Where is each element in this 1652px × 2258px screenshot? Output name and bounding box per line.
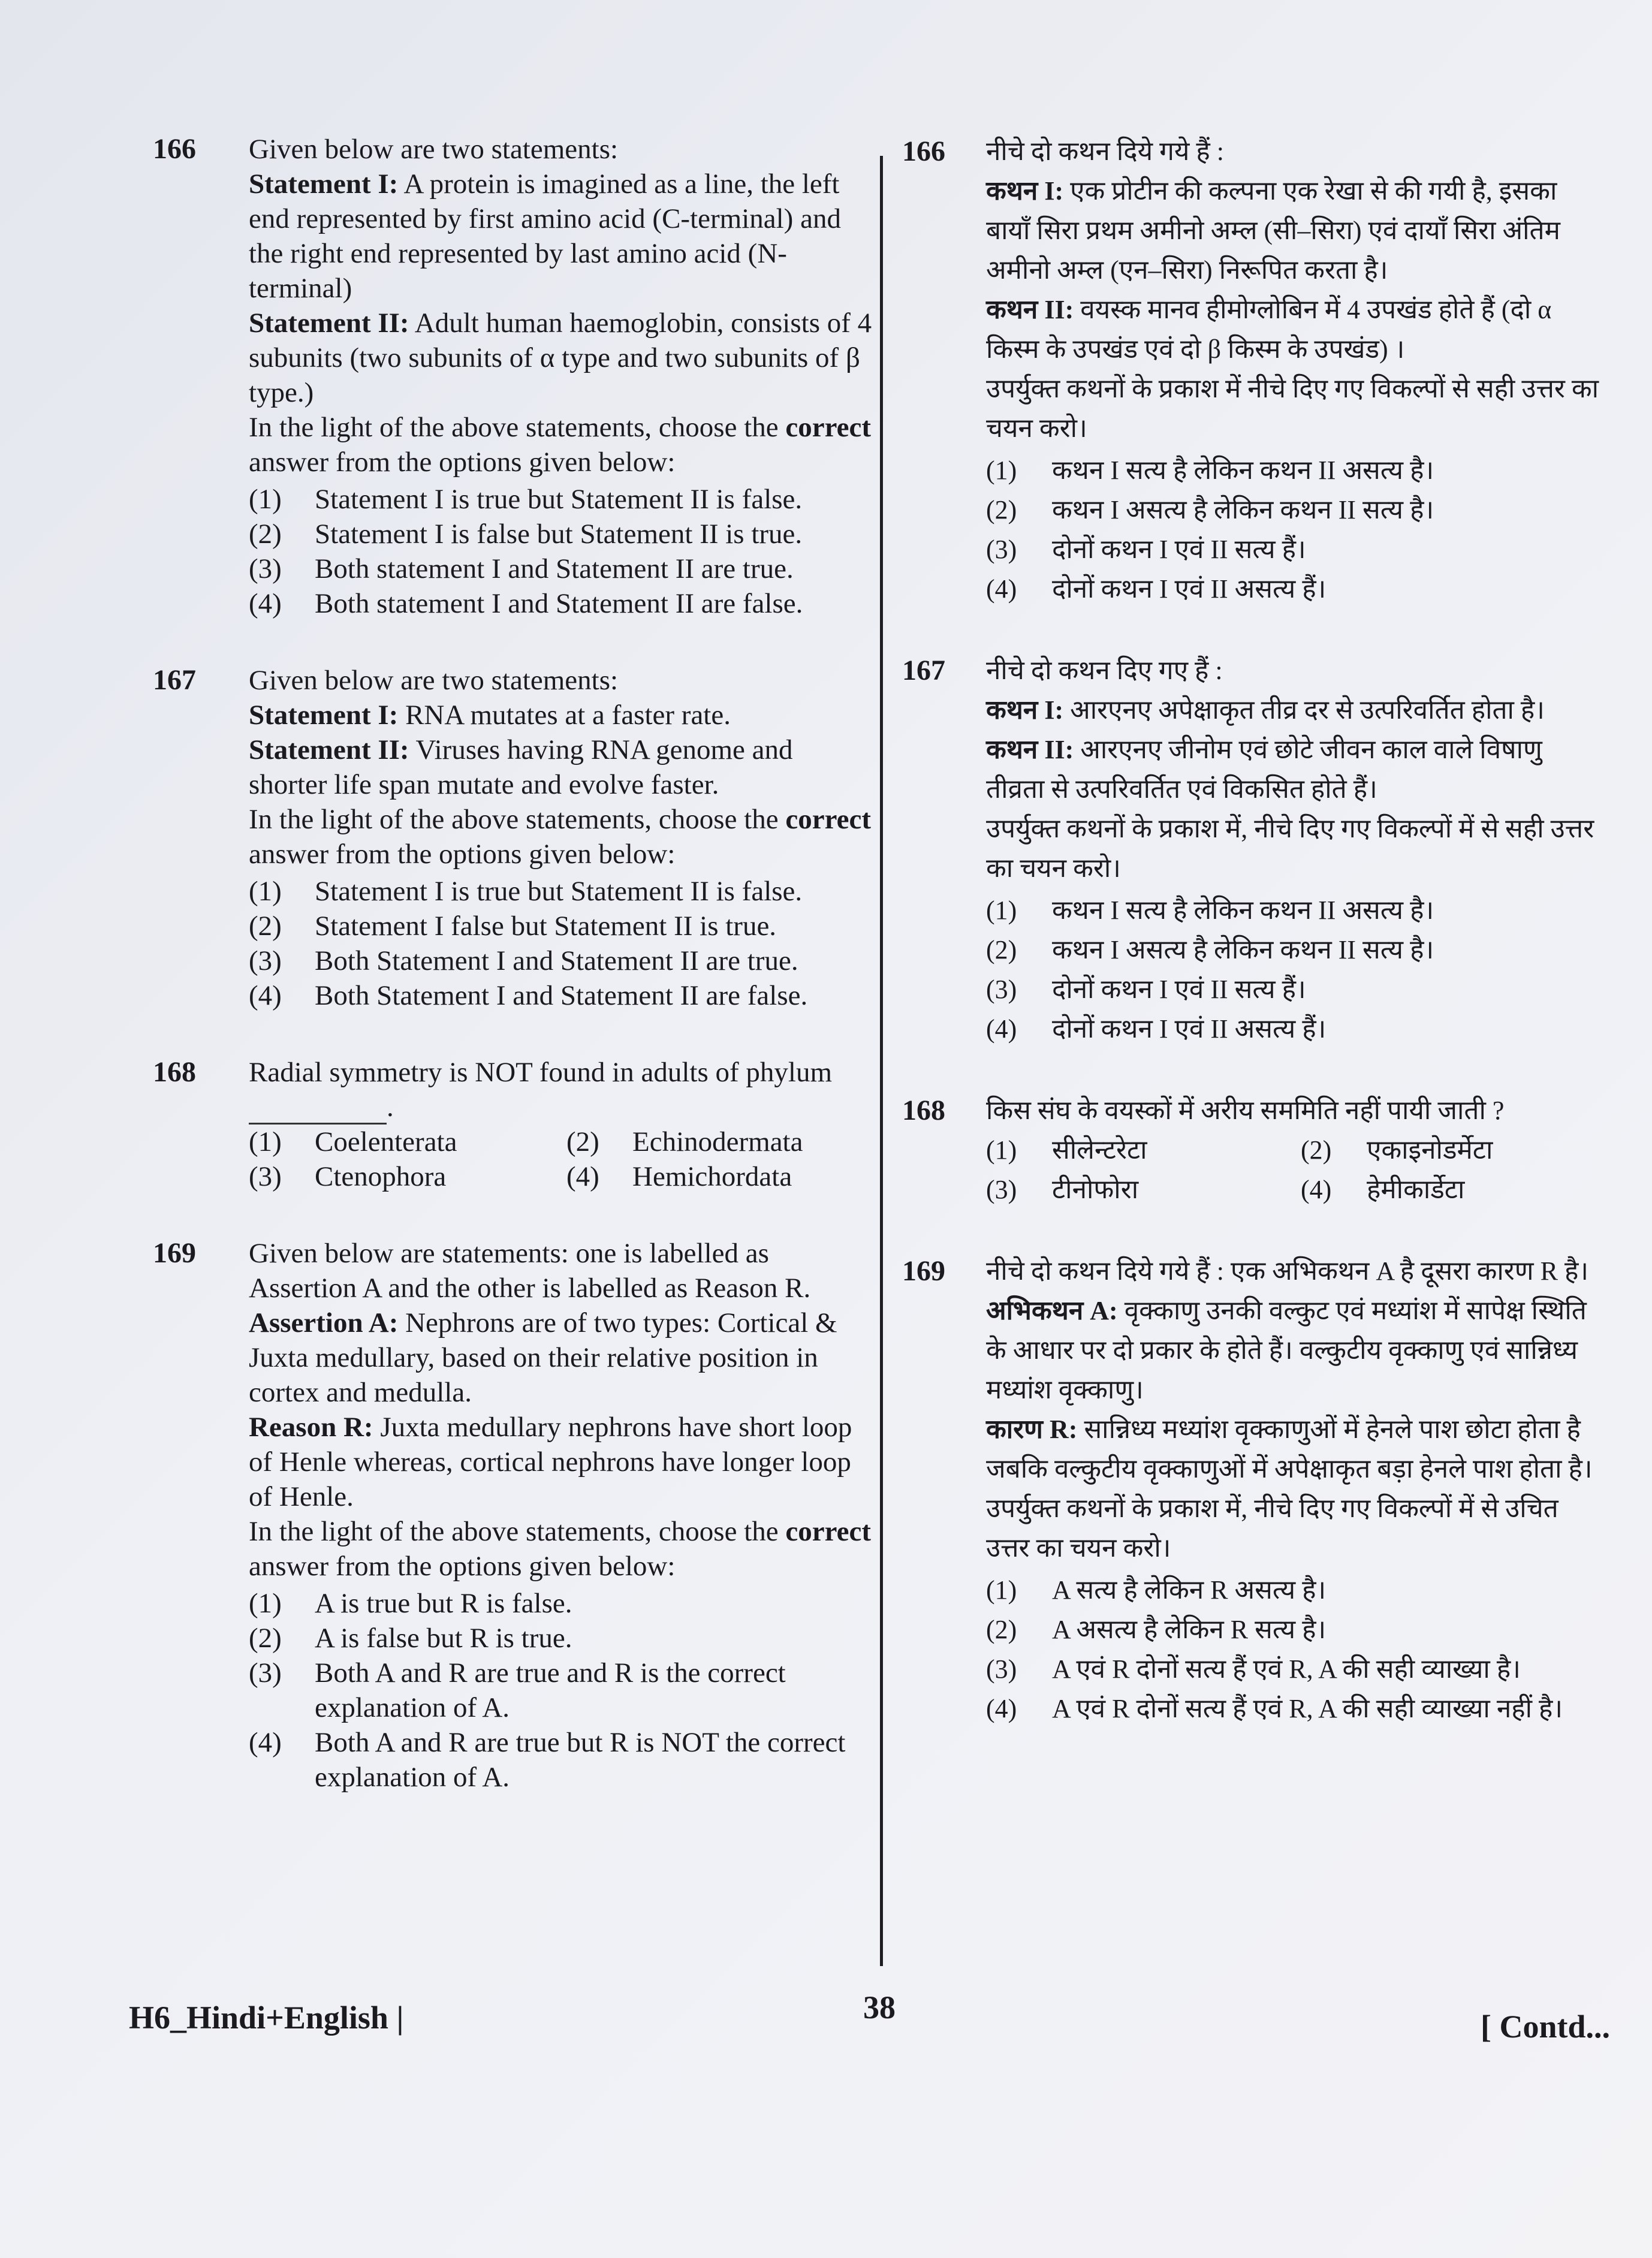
option-text: कथन I असत्य है लेकिन कथन II सत्य है। [1052,935,1434,964]
option-text: A एवं R दोनों सत्य हैं एवं R, A की सही व्याख्या नहीं है। [1052,1694,1563,1723]
option-text: Coelenterata [315,1126,457,1157]
option-text: Both A and R are true but R is NOT the correct explanation of A. [315,1727,846,1793]
options-list [986,891,1603,1049]
instruction [249,410,872,480]
option-number: (1) [249,876,282,907]
option-4[interactable] [249,586,872,621]
option-number: (4) [1301,1175,1332,1204]
instruction-bold: correct [785,412,871,443]
statement-2-label: Statement II: [249,308,409,339]
options-grid [249,1125,872,1194]
question-text: किस संघ के वयस्कों में अरीय सममिति नहीं पायी जाती ? [986,1096,1505,1125]
statement-1-label: कथन I: [986,176,1064,206]
option-3[interactable] [986,530,1603,569]
instruction-part: In the light of the above statements, choose the [249,804,779,835]
option-text: A is false but R is true. [315,1623,572,1654]
option-number: (1) [986,1575,1017,1605]
option-2[interactable] [249,1621,872,1656]
paper-code: H6_Hindi+English | [129,2000,404,2036]
statement-1-label: Statement I: [249,700,399,731]
statement-1 [986,171,1603,290]
reason [986,1410,1603,1489]
question-167-hi [902,651,1603,1049]
option-text: दोनों कथन I एवं II सत्य हैं। [1052,535,1306,564]
options-list [986,451,1603,609]
option-number: (4) [986,574,1017,604]
option-4[interactable] [249,978,872,1013]
question-intro: नीचे दो कथन दिए गए हैं : [986,656,1223,685]
option-number: (1) [249,1126,282,1157]
reason-text: Juxta medullary nephrons have short loop of Henle whereas, cortical nephrons have longer loop of Henle. [249,1412,852,1512]
option-text: एकाइनोडर्मेटा [1367,1135,1493,1165]
option-text: A असत्य है लेकिन R सत्य है। [1052,1615,1327,1644]
option-2[interactable] [1301,1130,1603,1170]
option-3[interactable] [249,1656,872,1725]
option-text: Both A and R are true and R is the correct explanation of A. [315,1657,786,1723]
option-3[interactable] [249,1159,554,1194]
question-text: Radial symmetry is NOT found in adults of phylum . [249,1055,872,1125]
statement-2 [249,306,872,410]
option-3[interactable] [986,1170,1289,1210]
statement-1-text: आरएनए अपेक्षाकृत तीव्र दर से उत्परिवर्तित होता है। [1070,695,1545,725]
question-number: 167 [902,655,945,686]
statement-1 [249,698,872,732]
statement-1 [249,167,872,306]
option-number: (4) [986,1694,1017,1723]
statement-2 [986,290,1603,369]
option-number: (4) [566,1161,599,1192]
statement-2-label: कथन II: [986,295,1074,324]
question-intro: Given below are two statements: [249,134,619,165]
option-4[interactable] [986,1689,1603,1729]
option-1[interactable] [249,1586,872,1621]
option-text: दोनों कथन I एवं II असत्य हैं। [1052,574,1327,604]
option-number: (1) [986,896,1017,925]
option-number: (3) [249,1161,282,1192]
option-2[interactable] [249,909,872,943]
question-number: 167 [153,664,196,696]
column-divider [880,156,883,1966]
option-number: (2) [249,518,282,550]
option-text: Statement I false but Statement II is true. [315,911,777,942]
option-text: हेमीकार्डेटा [1367,1175,1465,1204]
statement-1-text: एक प्रोटीन की कल्पना एक रेखा से की गयी है, इसका बायाँ सिरा प्रथम अमीनो अम्ल (सी–सिरा) एवं दायाँ सिरा अंतिम अमीनो अम्ल (एन–सिरा) निरूपित करता है। [986,176,1560,285]
instruction: उपर्युक्त कथनों के प्रकाश में, नीचे दिए गए विकल्पों में से सही उत्तर का चयन करो। [986,814,1594,883]
option-1[interactable] [986,451,1603,490]
option-1[interactable] [249,482,872,517]
question-intro: नीचे दो कथन दिये गये हैं : एक अभिकथन A है दूसरा कारण R है। [986,1256,1588,1286]
option-text: Both statement I and Statement II are true. [315,553,794,584]
option-text: Echinodermata [632,1126,803,1157]
question-intro: नीचे दो कथन दिये गये हैं : [986,137,1225,166]
option-4[interactable] [986,1009,1603,1049]
option-number: (3) [986,535,1017,564]
reason [249,1410,872,1514]
option-text: A सत्य है लेकिन R असत्य है। [1052,1575,1327,1605]
option-text: Both Statement I and Statement II are false. [315,980,808,1011]
statement-2-text: Viruses having RNA genome and shorter life span mutate and evolve faster. [249,734,793,800]
option-number: (4) [986,1014,1017,1044]
instruction: उपर्युक्त कथनों के प्रकाश में नीचे दिए गए विकल्पों से सही उत्तर का चयन करो। [986,374,1599,443]
option-number: (3) [249,553,282,584]
reason-label: Reason R: [249,1412,373,1443]
option-text: Statement I is true but Statement II is false. [315,484,803,515]
reason-text: सान्निध्य मध्यांश वृक्काणुओं में हेनले पाश छोटा होता है जबकि वल्कुटीय वृक्काणुओं में अपेक्षाकृत बड़ा हेनले पाश होता है। [986,1415,1593,1484]
assertion [986,1291,1603,1410]
page-number: 38 [863,1989,896,2025]
option-text: A एवं R दोनों सत्य हैं एवं R, A की सही व्याख्या है। [1052,1654,1521,1684]
statement-1 [986,691,1603,730]
option-number: (3) [249,945,282,976]
option-number: (2) [249,1623,282,1654]
option-1[interactable] [986,891,1603,930]
instruction-part: answer from the options given below: [249,839,676,870]
option-text: Hemichordata [632,1161,792,1192]
option-2[interactable] [249,517,872,551]
option-1[interactable] [249,1125,554,1159]
statement-2 [249,732,872,802]
option-2[interactable] [986,1610,1603,1650]
option-2[interactable] [986,490,1603,530]
question-169-hi [902,1252,1603,1729]
option-number: (2) [566,1126,599,1157]
question-167-en [153,663,872,1013]
instruction-bold: correct [785,804,871,835]
question-text-content: Radial symmetry is NOT found in adults of phylum [249,1057,833,1088]
option-text: सीलेन्टरेटा [1052,1135,1147,1165]
option-text: टीनोफोरा [1052,1175,1139,1204]
question-intro: Given below are statements: one is labelled as Assertion A and the other is labelled as Reason R. [249,1238,811,1304]
reason-label: कारण R: [986,1415,1078,1444]
option-text: दोनों कथन I एवं II सत्य हैं। [1052,975,1306,1004]
statement-2-text: वयस्क मानव हीमोग्लोबिन में 4 उपखंड होते हैं (दो α किस्म के उपखंड एवं दो β किस्म के उपखंड) । [986,295,1552,364]
option-text: Statement I is false but Statement II is true. [315,518,803,550]
option-number: (1) [249,1588,282,1619]
option-number: (2) [986,495,1017,524]
statement-2-label: Statement II: [249,734,409,765]
option-text: Both statement I and Statement II are false. [315,588,803,619]
question-number: 166 [153,133,196,165]
question-168-en [153,1055,872,1194]
option-number: (3) [986,975,1017,1004]
option-number: (1) [986,1135,1017,1165]
option-number: (3) [249,1657,282,1689]
option-3[interactable] [986,1650,1603,1689]
options-list [986,1570,1603,1729]
option-4[interactable] [249,1725,872,1795]
option-3[interactable] [249,943,872,978]
option-text: कथन I असत्य है लेकिन कथन II सत्य है। [1052,495,1434,524]
assertion-label: अभिकथन A: [986,1296,1118,1325]
question-number: 169 [902,1255,945,1287]
question-169-en [153,1236,872,1795]
assertion-text: Nephrons are of two types: Cortical & Juxta medullary, based on their relative position in cortex and medulla. [249,1307,837,1408]
option-1[interactable] [249,874,872,909]
question-number: 168 [902,1095,945,1126]
hindi-column [902,132,1603,1771]
option-4[interactable] [566,1159,872,1194]
option-text: कथन I सत्य है लेकिन कथन II असत्य है। [1052,896,1434,925]
options-grid [986,1130,1603,1210]
option-text: Ctenophora [315,1161,447,1192]
option-text: कथन I सत्य है लेकिन कथन II असत्य है। [1052,456,1434,485]
statement-2-text: आरएनए जीनोम एवं छोटे जीवन काल वाले विषाणु तीव्रता से उत्परिवर्तित एवं विकसित होते हैं। [986,735,1542,804]
option-number: (4) [249,1727,282,1758]
statement-1-label: कथन I: [986,695,1064,725]
english-column [153,132,872,1837]
option-number: (3) [986,1175,1017,1204]
question-168-hi [902,1091,1603,1210]
option-number: (2) [249,911,282,942]
option-text: दोनों कथन I एवं II असत्य हैं। [1052,1014,1327,1044]
question-intro: Given below are two statements: [249,665,619,696]
options-list [249,874,872,1013]
option-4[interactable] [986,569,1603,609]
option-text: A is true but R is false. [315,1588,572,1619]
instruction-part: In the light of the above statements, choose the [249,412,779,443]
question-number: 169 [153,1237,196,1269]
option-1[interactable] [986,1570,1603,1610]
assertion-label: Assertion A: [249,1307,399,1338]
statement-1-label: Statement I: [249,168,399,200]
option-number: (1) [986,456,1017,485]
instruction [249,1514,872,1584]
options-list [249,482,872,621]
statement-2-label: कथन II: [986,735,1074,764]
instruction: उपर्युक्त कथनों के प्रकाश में, नीचे दिए गए विकल्पों में से उचित उत्तर का चयन करो। [986,1494,1558,1563]
question-number: 168 [153,1056,196,1088]
instruction-part: answer from the options given below: [249,447,676,478]
question-166-hi [902,132,1603,609]
instruction-part: answer from the options given below: [249,1551,676,1582]
option-text: Both Statement I and Statement II are true. [315,945,798,976]
option-3[interactable] [986,970,1603,1009]
statement-1-text: A protein is imagined as a line, the left end represented by first amino acid (C-terminal) and the right end represented by last amino acid (N-terminal) [249,168,841,304]
question-number: 166 [902,135,945,167]
options-list [249,1586,872,1795]
option-4[interactable] [1301,1170,1603,1210]
option-number: (2) [1301,1135,1332,1165]
statement-2 [986,730,1603,809]
statement-2-text: Adult human haemoglobin, consists of 4 subunits (two subunits of α type and two subunits of β type.) [249,308,872,408]
assertion-text: वृक्काणु उनकी वल्कुट एवं मध्यांश में सापेक्ष स्थिति के आधार पर दो प्रकार के होते हैं। वल्कुटीय वृक्काणु एवं सान्निध्य मध्यांश वृक्काणु। [986,1296,1587,1404]
question-166-en [153,132,872,621]
statement-1-text: RNA mutates at a faster rate. [405,700,731,731]
option-2[interactable] [986,930,1603,970]
option-number: (3) [986,1654,1017,1684]
assertion [249,1306,872,1410]
fill-in-blank [249,1099,387,1125]
option-number: (4) [249,588,282,619]
option-number: (1) [249,484,282,515]
option-number: (2) [986,935,1017,964]
option-2[interactable] [566,1125,872,1159]
option-text: Statement I is true but Statement II is false. [315,876,803,907]
option-3[interactable] [249,551,872,586]
option-1[interactable] [986,1130,1289,1170]
continued-label: [ Contd... [1481,2009,1611,2045]
instruction-bold: correct [785,1516,871,1547]
instruction [249,802,872,872]
option-number: (4) [249,980,282,1011]
instruction-part: In the light of the above statements, choose the [249,1516,779,1547]
option-number: (2) [986,1615,1017,1644]
